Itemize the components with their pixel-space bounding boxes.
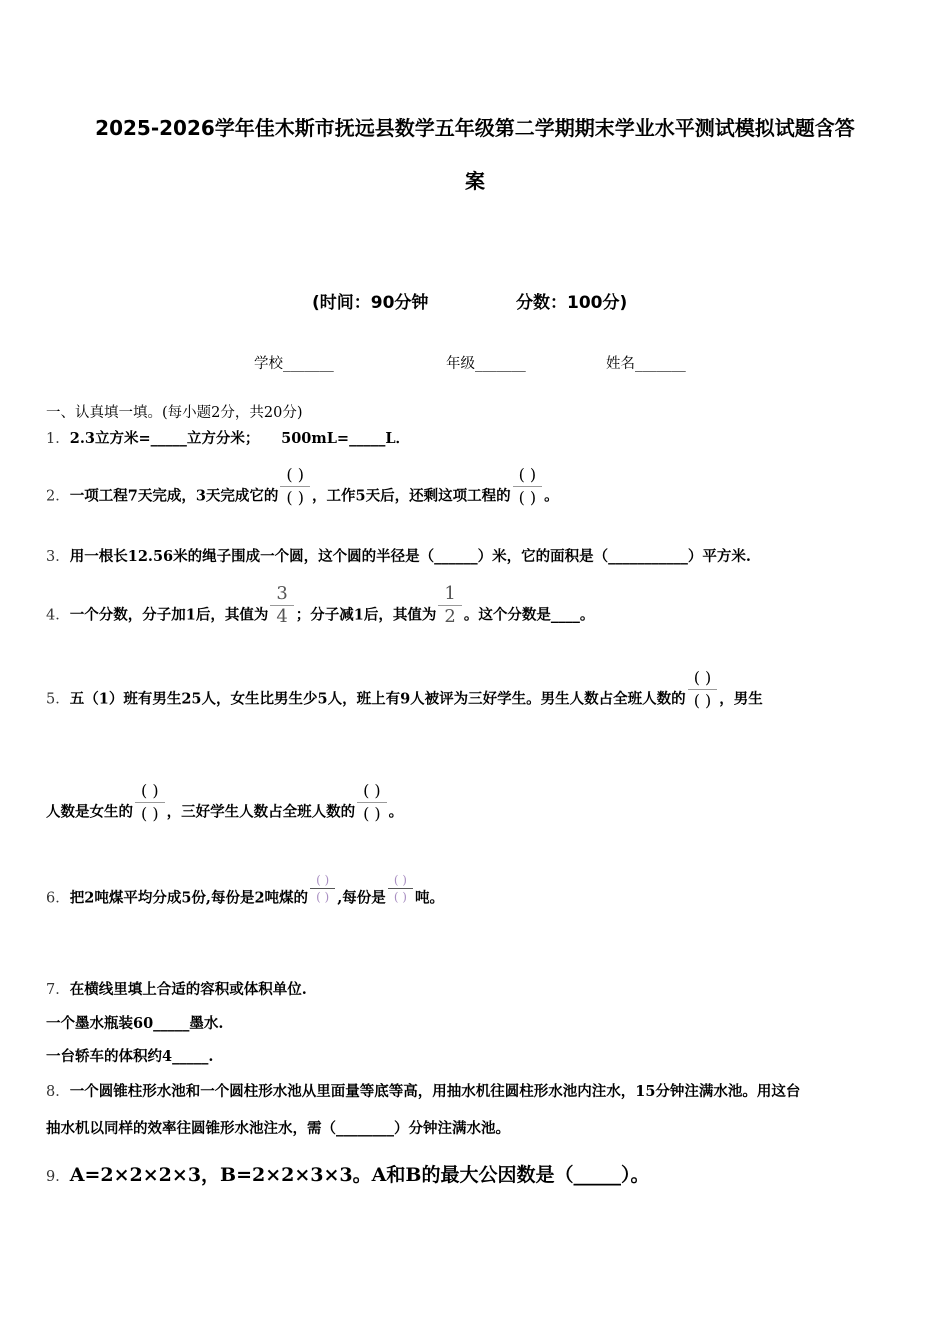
question-9: 9．A=2×2×2×3，B=2×2×3×3。A和B的最大公因数是（_____）。 [46, 1164, 650, 1186]
question-5-cont: 人数是女生的 $\frac{( )}{( )}$ ，三好学生人数占全班人数的 $\frac{( )}{( )}$ 。 [46, 781, 404, 823]
question-8-line-2: 抽水机以同样的效率往圆锥形水池注水，需（________）分钟注满水池。 [46, 1120, 510, 1137]
score-label: 分数：100分) [516, 293, 628, 313]
q-number: 4． [46, 607, 70, 624]
fraction-3-4: $\frac{3}{4}$ [270, 583, 293, 628]
q-number: 3． [46, 549, 70, 565]
q-number: 2． [46, 488, 70, 505]
title-line-2: 案 [465, 169, 485, 193]
question-7: 7．在横线里填上合适的容积或体积单位. [46, 981, 307, 998]
question-4: 4．一个分数，分子加1后，其值为 $\frac{3}{4}$ ；分子减1后，其值为 $\frac{1}{2}$ 。这个分数是____。 [46, 583, 595, 627]
q-number: 7． [46, 982, 70, 998]
answer-fraction[interactable]: $\frac{( )}{( )}$ [357, 780, 387, 825]
school-field[interactable]: 学校_______ [254, 356, 334, 372]
q-text: 一项工程7天完成，3天完成它的 [69, 487, 279, 505]
q-text: 2.3立方米=_____立方分米； 500mL=_____L． [69, 430, 411, 447]
section-heading: 一、认真填一填。(每小题2分，共20分) [46, 405, 303, 421]
question-3 [46, 545, 751, 566]
question-1 [46, 427, 410, 448]
question-2: 2．一项工程7天完成，3天完成它的 $\frac{( )}{( )}$ ，工作5天后，还剩这项工程的 $\frac{( )}{( )}$ 。 [46, 465, 559, 507]
q-number: 6． [46, 890, 70, 907]
time-label: (时间：90分钟 [312, 293, 429, 313]
q-text: 用一根长12.56米的绳子围成一个圆，这个圆的半径是（______）米，它的面积是（___________）平方米. [69, 548, 751, 565]
question-6: 6．把2吨煤平均分成5份,每份是2吨煤的 $\frac{( )}{( )}$ ,每份是 $\frac{( )}{( )}$ 吨。 [46, 873, 444, 907]
title-line-1: 2025-2026学年佳木斯市抚远县数学五年级第二学期期末学业水平测试模拟试题含答 [95, 116, 855, 140]
name-field[interactable]: 姓名_______ [606, 356, 686, 372]
question-7-line-2: 一个墨水瓶装60_____墨水. [46, 1015, 224, 1032]
fraction-1-2: $\frac{1}{2}$ [438, 583, 461, 628]
answer-fraction[interactable]: $\frac{( )}{( )}$ [310, 872, 335, 905]
question-5: 5．五（1）班有男生25人，女生比男生少5人，班上有9人被评为三好学生。男生人数占全班人数的 $\frac{( )}{( )}$ ，男生 [46, 668, 763, 710]
answer-fraction[interactable]: $\frac{( )}{( )}$ [513, 464, 543, 509]
q-number: 9． [46, 1169, 70, 1185]
answer-fraction[interactable]: $\frac{( )}{( )}$ [135, 780, 165, 825]
answer-fraction[interactable]: $\frac{( )}{( )}$ [688, 667, 718, 712]
q-text: ，工作5天后，还剩这项工程的 [312, 487, 511, 505]
q-number: 5． [46, 691, 70, 708]
q-number: 1． [46, 431, 70, 447]
grade-field[interactable]: 年级_______ [446, 356, 526, 372]
question-8: 8．一个圆锥柱形水池和一个圆柱形水池从里面量等底等高，用抽水机往圆柱形水池内注水，15分钟注满水池。用这台 [46, 1083, 801, 1100]
q-number: 8． [46, 1084, 70, 1100]
answer-fraction[interactable]: $\frac{( )}{( )}$ [388, 872, 413, 905]
question-7-line-3: 一台轿车的体积约4_____. [46, 1048, 214, 1065]
answer-fraction[interactable]: $\frac{( )}{( )}$ [280, 464, 310, 509]
